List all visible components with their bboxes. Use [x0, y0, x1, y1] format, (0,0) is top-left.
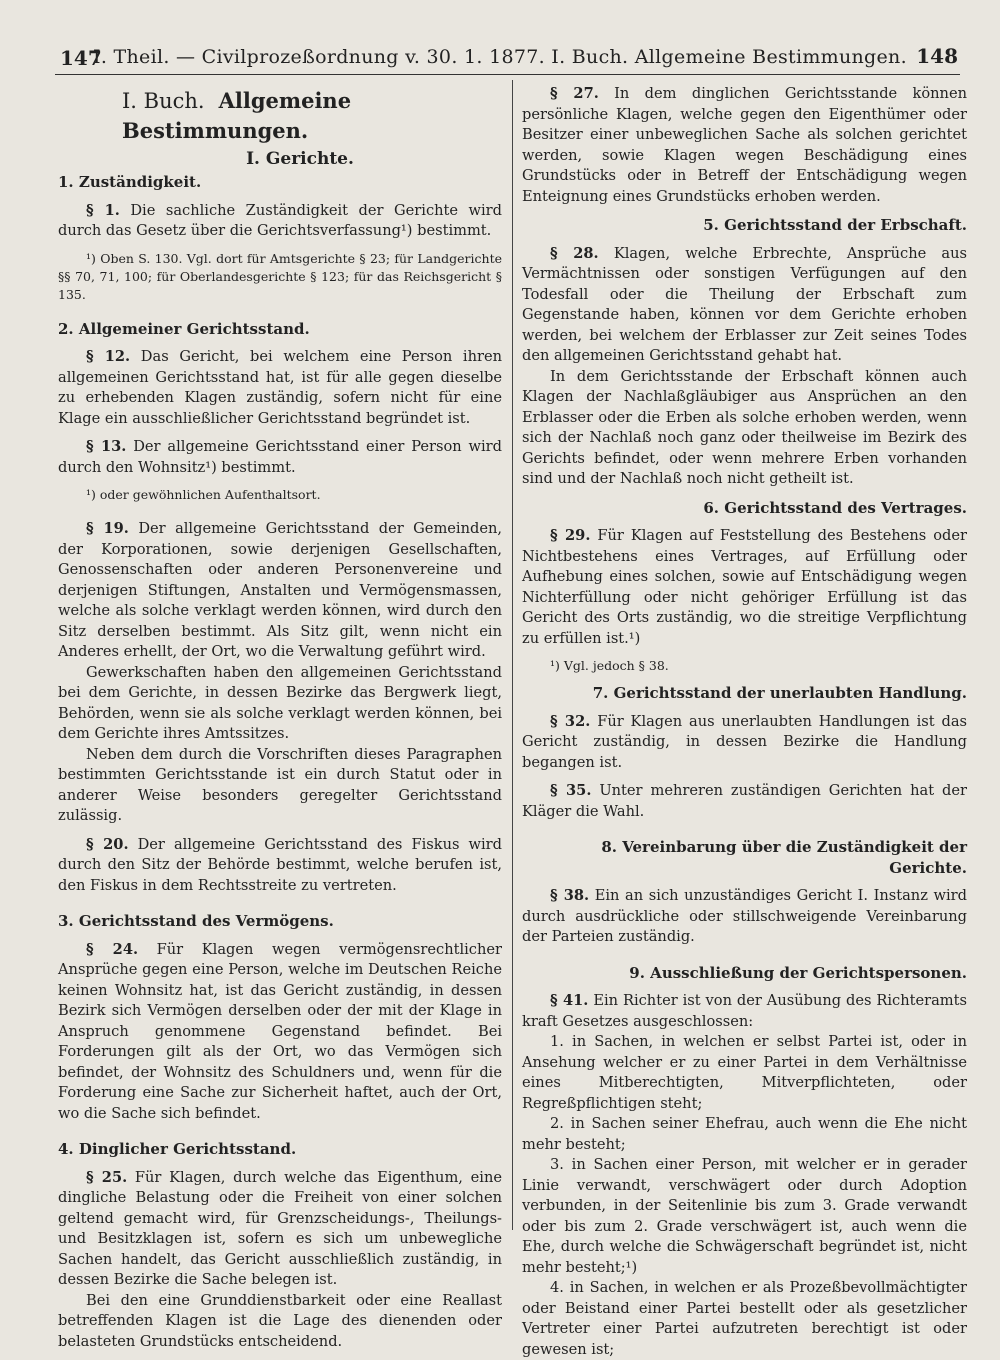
section-24 — [58, 940, 502, 1125]
heading-unerlaubte-handlung: 7. Gerichtsstand der unerlaubten Handlung. — [592, 684, 967, 702]
heading-dinglicher-gerichtsstand: 4. Dinglicher Gerichtsstand. — [58, 1140, 297, 1158]
section-number: § 25. — [86, 1168, 128, 1186]
section-text: Der allgemeine Gerichtsstand einer Person wird durch den Wohnsitz¹) bestimmt. — [58, 438, 502, 476]
right-column — [522, 84, 967, 1360]
section-20 — [58, 835, 502, 897]
section-25 — [58, 1168, 502, 1291]
heading-gerichtsstand-erbschaft: 5. Gerichtsstand der Erbschaft. — [703, 216, 967, 234]
section-text: Ein Richter ist von der Ausübung des Richteramts kraft Gesetzes ausgeschlossen: — [522, 992, 967, 1030]
section-1 — [58, 201, 502, 242]
section-12 — [58, 347, 502, 429]
section-13 — [58, 437, 502, 478]
section-text: In dem dinglichen Gerichtsstande können persönliche Klagen, welche gegen den Eigenthümer oder Besitzer einer unbeweglichen Sache als solchen gerichtet werden, sowie Klagen wegen Beschädigung eines Grundstücks oder in Betreff der Entschädigung wegen Enteignung eines Grundstücks erhoben werden. — [522, 85, 967, 205]
list-item: 2. in Sachen seiner Ehefrau, auch wenn die Ehe nicht mehr besteht; — [522, 1115, 967, 1153]
section-number: § 19. — [86, 520, 129, 537]
column-divider — [512, 80, 513, 1230]
page-number-right: 148 — [916, 44, 958, 68]
running-header — [0, 40, 1000, 76]
section-number: § 13. — [86, 438, 127, 455]
section-text: Der allgemeine Gerichtsstand des Fiskus wird durch den Sitz der Behörde bestimmt, welche berufen ist, den Fiskus in dem Rechtsstreite zu vertreten. — [58, 835, 502, 894]
heading-zustaendigkeit: 1. Zuständigkeit. — [58, 173, 202, 191]
section-28-paragraph-2: In dem Gerichtsstande der Erbschaft können auch Klagen der Nachlaßgläubiger aus Ansprüchen an den Erblasser oder die Erben als solche erhoben werden, wenn sich der Nachlaß noch ganz oder theilweise im Bezirk des Gerichts befindet, oder wenn mehrere Erben vorhanden sind und der Nachlaß noch nicht getheilt ist. — [522, 367, 967, 487]
book-title: Allgemeine Bestimmungen. — [122, 88, 352, 143]
footnote-1: ¹) Oben S. 130. Vgl. dort für Amtsgerichte § 23; für Landgerichte §§ 70, 71, 100; für Oberlandesgerichte § 123; für das Reichsgericht § 135. — [58, 250, 502, 302]
heading-gerichtsstand-vertrages: 6. Gerichtsstand des Vertrages. — [703, 498, 967, 517]
book-heading — [58, 86, 502, 146]
section-number: § 28. — [550, 244, 599, 262]
page-number-left: 147 — [60, 46, 102, 70]
section-number: § 1. — [86, 201, 120, 219]
left-column — [58, 84, 502, 1352]
part-title: I. Gerichte. — [246, 149, 354, 169]
section-19 — [58, 519, 502, 663]
section-text: Das Gericht, bei welchem eine Person ihren allgemeinen Gerichtsstand hat, ist für alle gegen dieselbe zu erhebenden Klagen zuständig, sofern nicht für eine Klage ein ausschließlicher Gerichtsstand begründet ist. — [58, 348, 502, 427]
section-25-paragraph-2: Bei den eine Grunddienstbarkeit oder eine Reallast betreffenden Klagen ist die Lage des dienenden oder belasteten Grundstücks entscheidend. — [58, 1291, 502, 1350]
section-19-paragraph-3: Neben dem durch die Vorschriften dieses Paragraphen bestimmten Gerichtsstande ist ein durch Statut oder in anderer Weise besonders geregelter Gerichtsstand zulässig. — [58, 745, 502, 824]
section-35 — [522, 781, 967, 822]
section-27 — [522, 84, 967, 207]
section-number: § 38. — [550, 887, 590, 904]
heading-vereinbarung-zustaendigkeit: 8. Vereinbarung über die Zuständigkeit der Gerichte. — [601, 838, 967, 877]
section-32 — [522, 712, 967, 774]
section-text: Unter mehreren zuständigen Gerichten hat der Kläger die Wahl. — [522, 782, 967, 820]
section-text: Die sachliche Zuständigkeit der Gerichte wird durch das Gesetz über die Gerichtsverfassung¹) bestimmt. — [58, 201, 503, 239]
footnote-13: ¹) oder gewöhnlichen Aufenthaltsort. — [86, 487, 321, 502]
section-number: § 29. — [550, 527, 591, 544]
footnote-29: ¹) Vgl. jedoch § 38. — [550, 658, 669, 673]
section-number: § 24. — [86, 940, 139, 958]
section-38 — [522, 886, 967, 948]
header-rule — [55, 74, 960, 75]
section-text: Ein an sich unzuständiges Gericht I. Instanz wird durch ausdrückliche oder stillschweigende Vereinbarung der Parteien zuständig. — [522, 887, 967, 945]
section-28 — [522, 244, 967, 367]
section-text: Für Klagen, durch welche das Eigenthum, eine dingliche Belastung oder die Freiheit von einer solchen geltend gemacht wird, für Grenzscheidungs-, Theilungs- und Besitzklagen ist, sofern es sich um unbewegliche Sachen handelt, das Gericht ausschließlich zuständig, in dessen Bezirke die Sache belegen ist. — [58, 1168, 502, 1288]
section-number: § 41. — [550, 992, 589, 1009]
section-text: Für Klagen wegen vermögensrechtlicher Ansprüche gegen eine Person, welche im Deutschen Reiche keinen Wohnsitz hat, ist das Gericht zuständig, in dessen Bezirk sich Vermögen derselben oder der mit der Klage in Anspruch genommene Gegenstand befindet. Bei Forderungen gilt als der Ort, wo das Vermögen sich befindet, der Wohnsitz des Schuldners und, wenn für die Forderung eine Sache zur Sicherheit haftet, auch der Ort, wo die Sache sich befindet. — [58, 940, 502, 1122]
section-29 — [522, 526, 967, 649]
section-text: Für Klagen auf Feststellung des Bestehens oder Nichtbestehens eines Vertrages, auf Erfüllung oder Aufhebung eines solchen, sowie auf Entschädigung wegen Nichterfüllung oder nicht gehöriger Erfüllung ist das Gericht des Orts zuständig, wo die streitige Verpflichtung zu erfüllen ist.¹) — [522, 527, 967, 647]
section-number: § 32. — [550, 712, 591, 730]
heading-ausschliessung-gerichtspersonen: 9. Ausschließung der Gerichtspersonen. — [629, 963, 967, 982]
heading-allgemeiner-gerichtsstand: 2. Allgemeiner Gerichtsstand. — [58, 319, 310, 338]
section-text: Klagen, welche Erbrechte, Ansprüche aus Vermächtnissen oder sonstigen Verfügungen auf den Todesfall oder die Theilung der Erbschaft zum Gegenstande haben, können vor dem Gerichte erhoben werden, bei welchem der Erblasser zur Zeit seines Todes den allgemeinen Gerichtsstand gehabt hat. — [522, 244, 968, 364]
section-text: Für Klagen aus unerlaubten Handlungen ist das Gericht zuständig, in dessen Bezirke die Handlung begangen ist. — [522, 712, 968, 771]
list-item: 3. in Sachen einer Person, mit welcher er in gerader Linie verwandt, verschwägert oder durch Adoption verbunden, in der Seitenlinie bis zum 3. Grade verwandt oder bis zum 2. Grade verschwägert ist, auch wenn die Ehe, durch welche die Schwägerschaft begründet ist, nicht mehr besteht;¹) — [522, 1156, 967, 1276]
book-label: I. Buch. — [122, 89, 205, 113]
heading-gerichtsstand-vermoegens: 3. Gerichtsstand des Vermögens. — [58, 912, 334, 930]
section-number: § 12. — [86, 348, 131, 365]
section-number: § 20. — [86, 835, 129, 853]
list-item: 4. in Sachen, in welchen er als Prozeßbevollmächtigter oder Beistand einer Partei bestellt oder als gesetzlicher Vertreter einer Partei aufzutreten berechtigt ist oder gewesen ist; — [522, 1279, 967, 1358]
section-19-paragraph-2: Gewerkschaften haben den allgemeinen Gerichtsstand bei dem Gerichte, in dessen Bezirke das Bergwerk liegt, Behörden, wenn sie als solche verklagt werden können, bei dem Gerichte ihres Amtssitzes. — [58, 663, 502, 742]
section-number: § 35. — [550, 782, 592, 799]
section-number: § 27. — [550, 85, 599, 102]
list-item: 1. in Sachen, in welchen er selbst Partei ist, oder in Ansehung welcher er zu einer Partei in dem Verhältnisse eines Mitberechtigten, Mitverpflichteten, oder Regreßpflichtigen steht; — [522, 1033, 967, 1112]
section-text: Der allgemeine Gerichtsstand der Gemeinden, der Korporationen, sowie derjenigen Gesellschaften, Genossenschaften oder anderen Personenvereine und derjenigen Stiftungen, Anstalten und Vermögensmassen, welche als solche verklagt werden können, wird durch den Sitz derselben bestimmt. Als Sitz gilt, wenn nicht ein Anderes erhellt, der Ort, wo die Verwaltung geführt wird. — [58, 520, 503, 660]
running-title: I. Theil. — Civilprozeßordnung v. 30. 1. 1877. I. Buch. Allgemeine Bestimmungen. — [93, 46, 907, 68]
section-41 — [522, 991, 967, 1032]
